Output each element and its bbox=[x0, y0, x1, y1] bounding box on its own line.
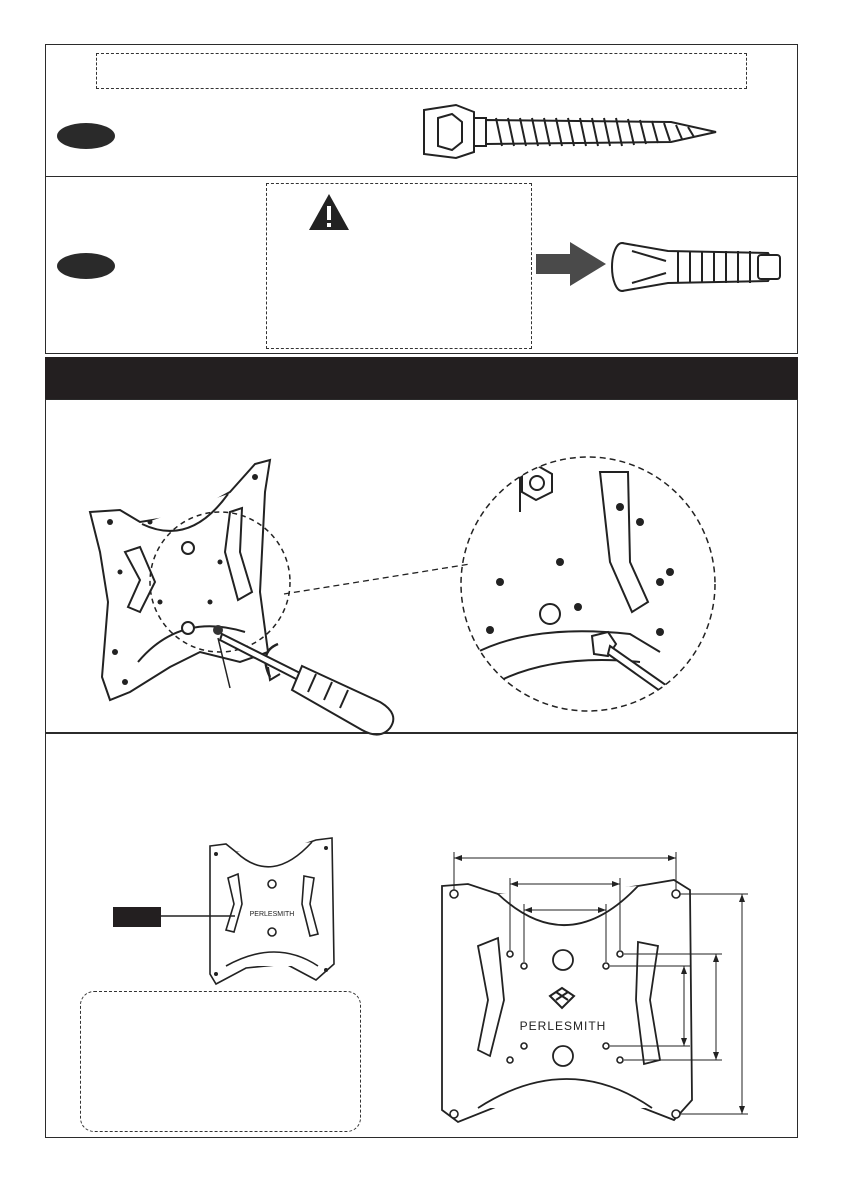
step-header-band bbox=[45, 357, 798, 399]
section-screw bbox=[45, 44, 798, 177]
wall-anchor-icon bbox=[608, 237, 788, 297]
part-label-badge bbox=[57, 253, 115, 279]
arrow-right-icon bbox=[536, 242, 608, 286]
warning-triangle-icon bbox=[307, 192, 351, 232]
part-tag bbox=[113, 907, 161, 927]
warning-box bbox=[266, 183, 532, 349]
note-box bbox=[80, 991, 361, 1132]
large-plate-brand: PERLESMITH bbox=[519, 1019, 607, 1033]
small-plate-brand: PERLESMITH bbox=[249, 911, 295, 918]
zoom-connector-line bbox=[284, 560, 474, 600]
large-mount-plate-dimensions bbox=[438, 850, 758, 1130]
lag-screw-icon bbox=[416, 100, 736, 170]
section-anchor bbox=[45, 176, 798, 354]
zoom-detail-circle bbox=[460, 452, 720, 722]
part-label-badge bbox=[57, 123, 115, 149]
dashed-note-box bbox=[96, 53, 747, 89]
part-tag-leader-line bbox=[161, 910, 241, 920]
